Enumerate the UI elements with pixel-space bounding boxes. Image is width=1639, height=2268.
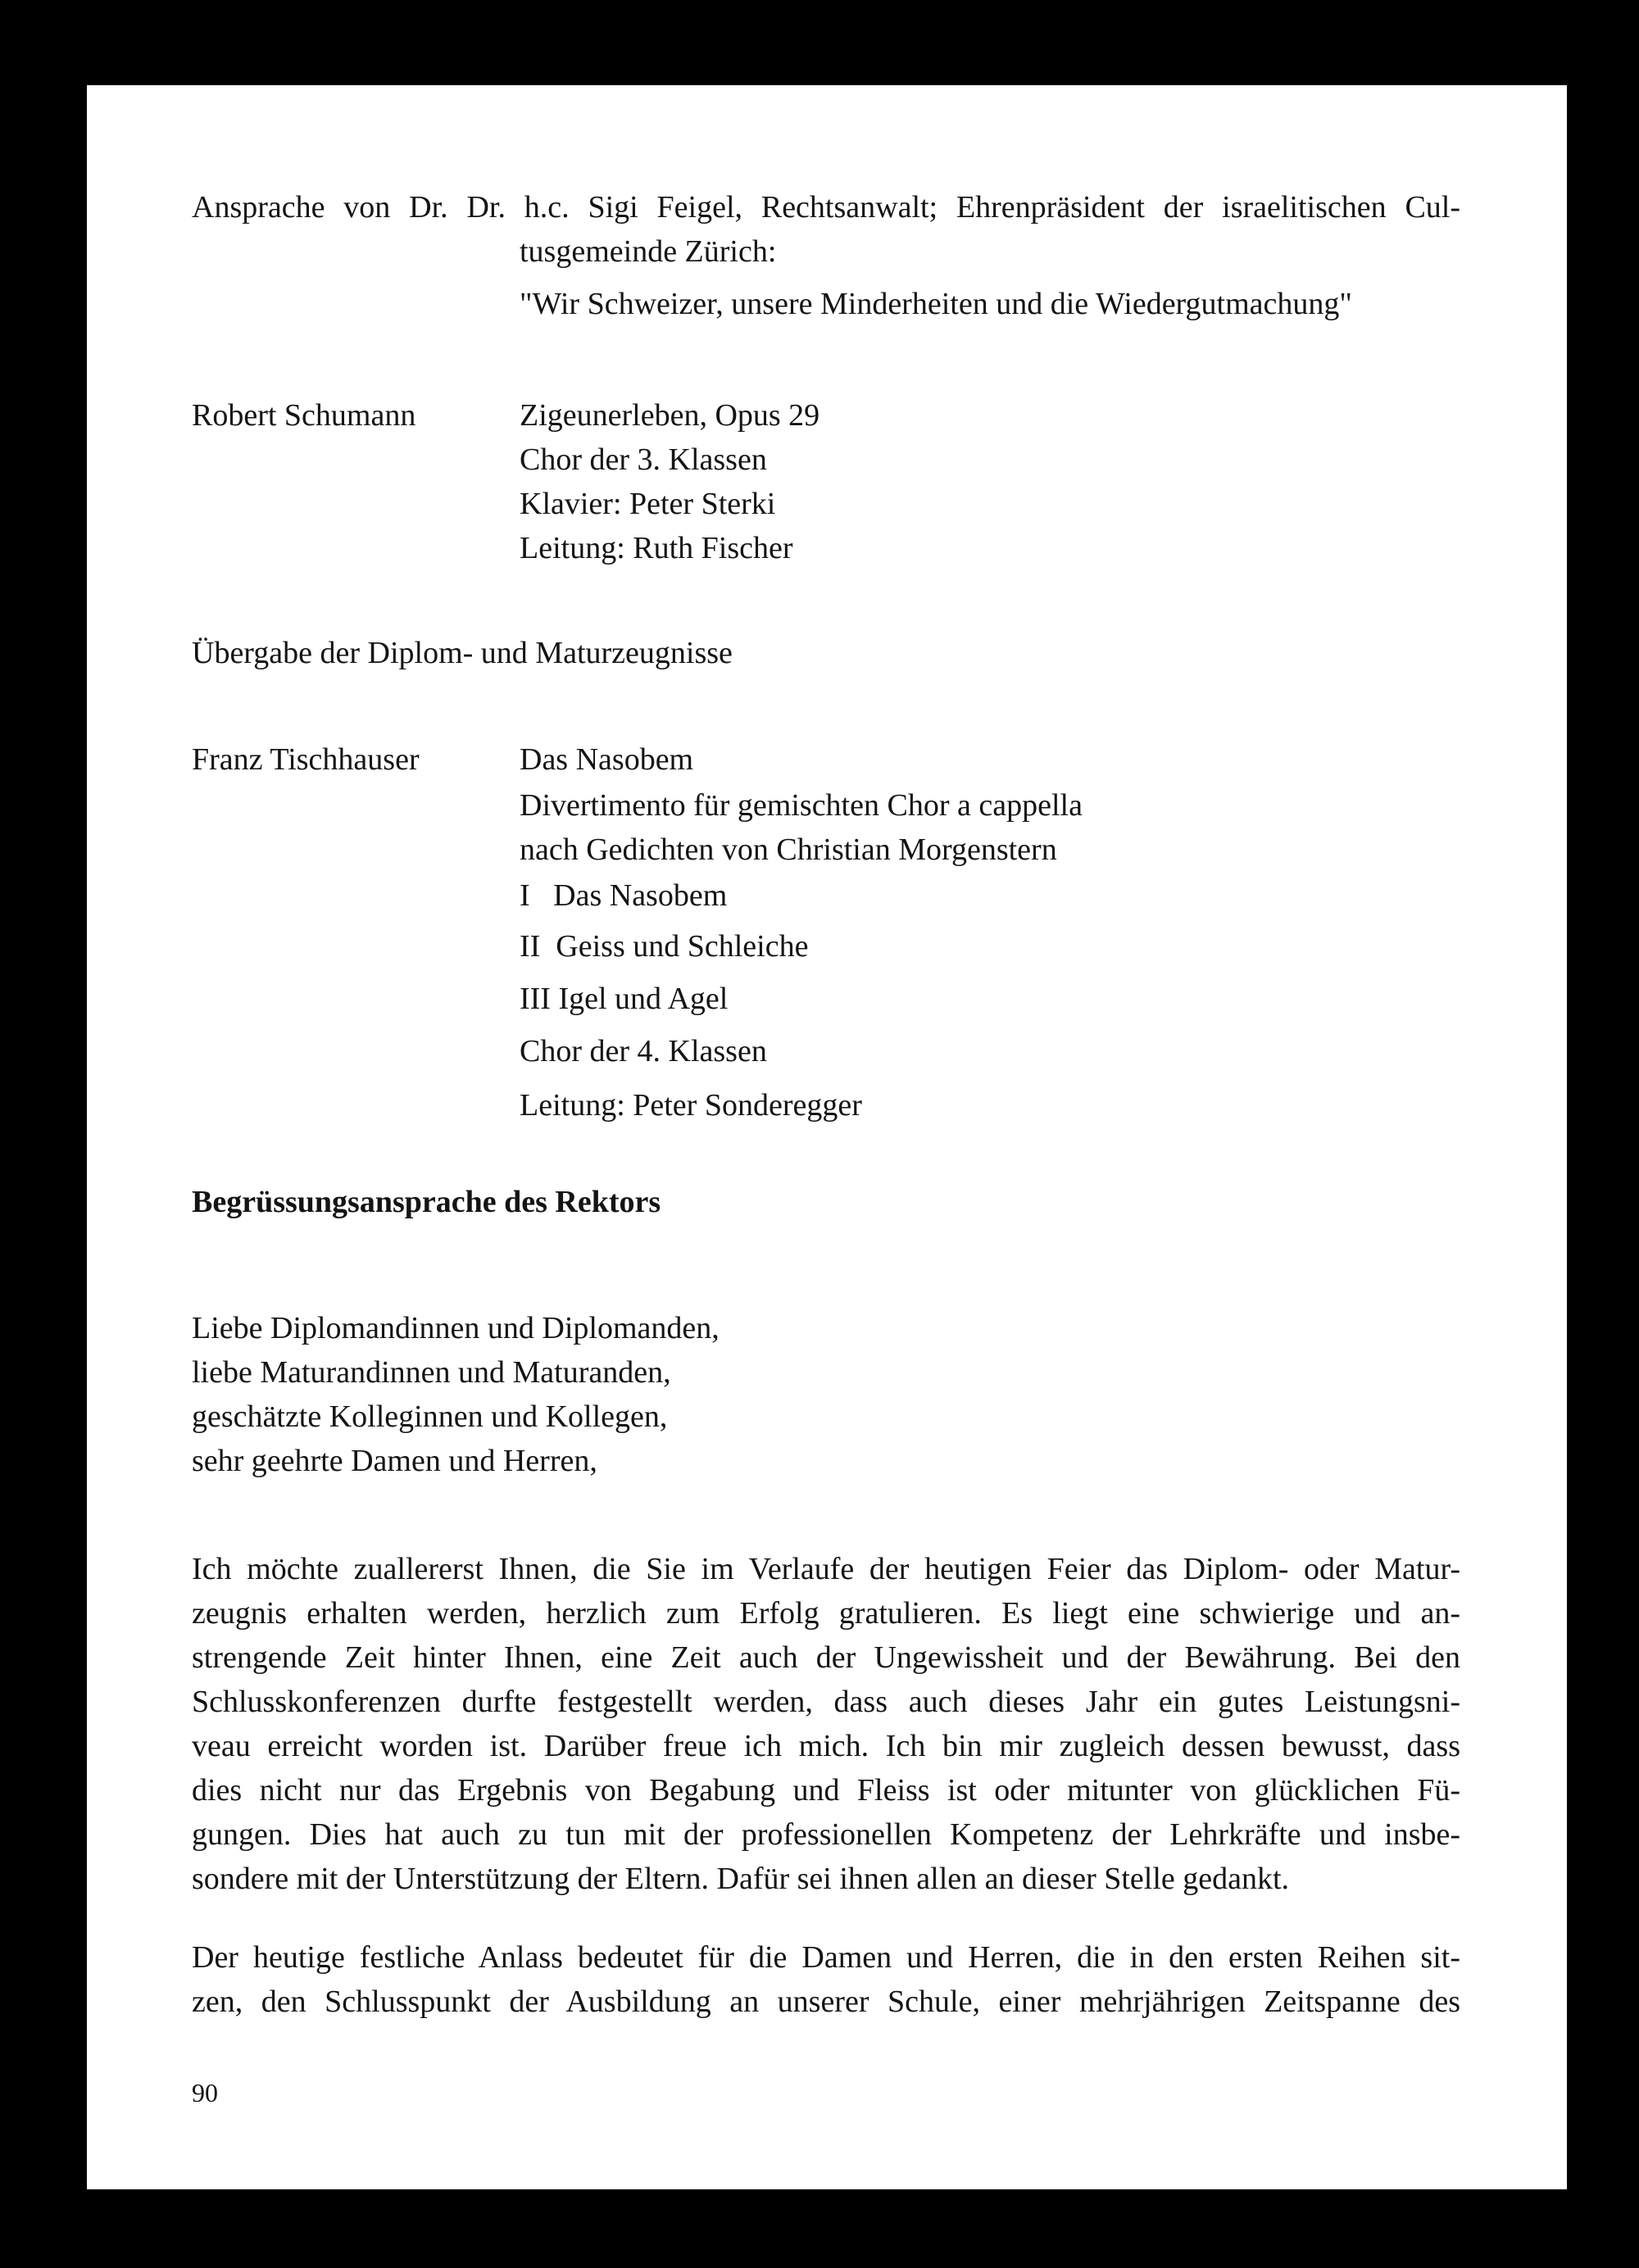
schumann-conductor: Leitung: Ruth Fischer bbox=[520, 531, 793, 565]
tischhauser-choir: Chor der 4. Klassen bbox=[520, 1034, 767, 1068]
handover-line: Übergabe der Diplom- und Maturzeugnisse bbox=[192, 636, 733, 670]
tischhauser-movement-3: III Igel und Agel bbox=[520, 982, 729, 1016]
composer-schumann: Robert Schumann bbox=[192, 398, 416, 433]
tischhauser-subtitle: Divertimento für gemischten Chor a cappella bbox=[520, 788, 1083, 823]
address-title: "Wir Schweizer, unsere Minderheiten und die Wiedergutmachung" bbox=[520, 287, 1352, 321]
salutation-line-2: liebe Maturandinnen und Maturanden, bbox=[192, 1355, 671, 1390]
paragraph-1-line: sondere mit der Unterstützung der Eltern. Dafür sei ihnen allen an dieser Stelle gedankt. bbox=[192, 1862, 1290, 1896]
address-line-2: tusgemeinde Zürich: bbox=[520, 234, 777, 269]
paragraph-1-line: strengende Zeit hinter Ihnen, eine Zeit auch der Ungewissheit und der Bewährung. Bei den bbox=[192, 1640, 1460, 1675]
schumann-choir: Chor der 3. Klassen bbox=[520, 442, 767, 477]
paragraph-1-line: dies nicht nur das Ergebnis von Begabung und Fleiss ist oder mitunter von glücklichen Fü- bbox=[192, 1773, 1460, 1808]
speech-paragraph-1 bbox=[192, 1547, 1460, 1901]
address-line-1: Ansprache von Dr. Dr. h.c. Sigi Feigel, Rechtsanwalt; Ehrenpräsident der israelitischen Cul- bbox=[192, 190, 1460, 225]
document-page bbox=[87, 85, 1567, 2189]
paragraph-1-line: veau erreicht worden ist. Darüber freue ich mich. Ich bin mir zugleich dessen bewusst, dass bbox=[192, 1729, 1460, 1763]
composer-tischhauser: Franz Tischhauser bbox=[192, 742, 420, 777]
schumann-work: Zigeunerleben, Opus 29 bbox=[520, 398, 820, 433]
address-intro bbox=[192, 185, 1460, 229]
page-number: 90 bbox=[192, 2078, 218, 2107]
paragraph-2-line: Der heutige festliche Anlass bedeutet für die Damen und Herren, die in den ersten Reihen sit- bbox=[192, 1940, 1460, 1975]
salutation-line-4: sehr geehrte Damen und Herren, bbox=[192, 1444, 597, 1478]
tischhauser-movement-2: II Geiss und Schleiche bbox=[520, 929, 809, 964]
paragraph-1-line: Schlusskonferenzen durfte festgestellt werden, dass auch dieses Jahr ein gutes Leistungsni- bbox=[192, 1685, 1460, 1719]
paragraph-2-line: zen, den Schlusspunkt der Ausbildung an unserer Schule, einer mehrjährigen Zeitspanne des bbox=[192, 1984, 1460, 2019]
schumann-piano: Klavier: Peter Sterki bbox=[520, 487, 776, 521]
salutation-line-3: geschätzte Kolleginnen und Kollegen, bbox=[192, 1399, 668, 1434]
salutation-line-1: Liebe Diplomandinnen und Diplomanden, bbox=[192, 1311, 720, 1345]
paragraph-1-line: zeugnis erhalten werden, herzlich zum Erfolg gratulieren. Es liegt eine schwierige und an- bbox=[192, 1596, 1460, 1631]
speech-paragraph-2 bbox=[192, 1935, 1460, 2024]
tischhauser-movement-1: I Das Nasobem bbox=[520, 878, 728, 913]
paragraph-1-line: gungen. Dies hat auch zu tun mit der professionellen Kompetenz der Lehrkräfte und insbe- bbox=[192, 1817, 1460, 1852]
tischhauser-work: Das Nasobem bbox=[520, 742, 694, 777]
tischhauser-source: nach Gedichten von Christian Morgenstern bbox=[520, 832, 1057, 867]
speech-heading: Begrüssungsansprache des Rektors bbox=[192, 1185, 661, 1219]
tischhauser-conductor: Leitung: Peter Sonderegger bbox=[520, 1088, 862, 1123]
paragraph-1-line: Ich möchte zuallererst Ihnen, die Sie im Verlaufe der heutigen Feier das Diplom- oder Matur- bbox=[192, 1552, 1460, 1586]
